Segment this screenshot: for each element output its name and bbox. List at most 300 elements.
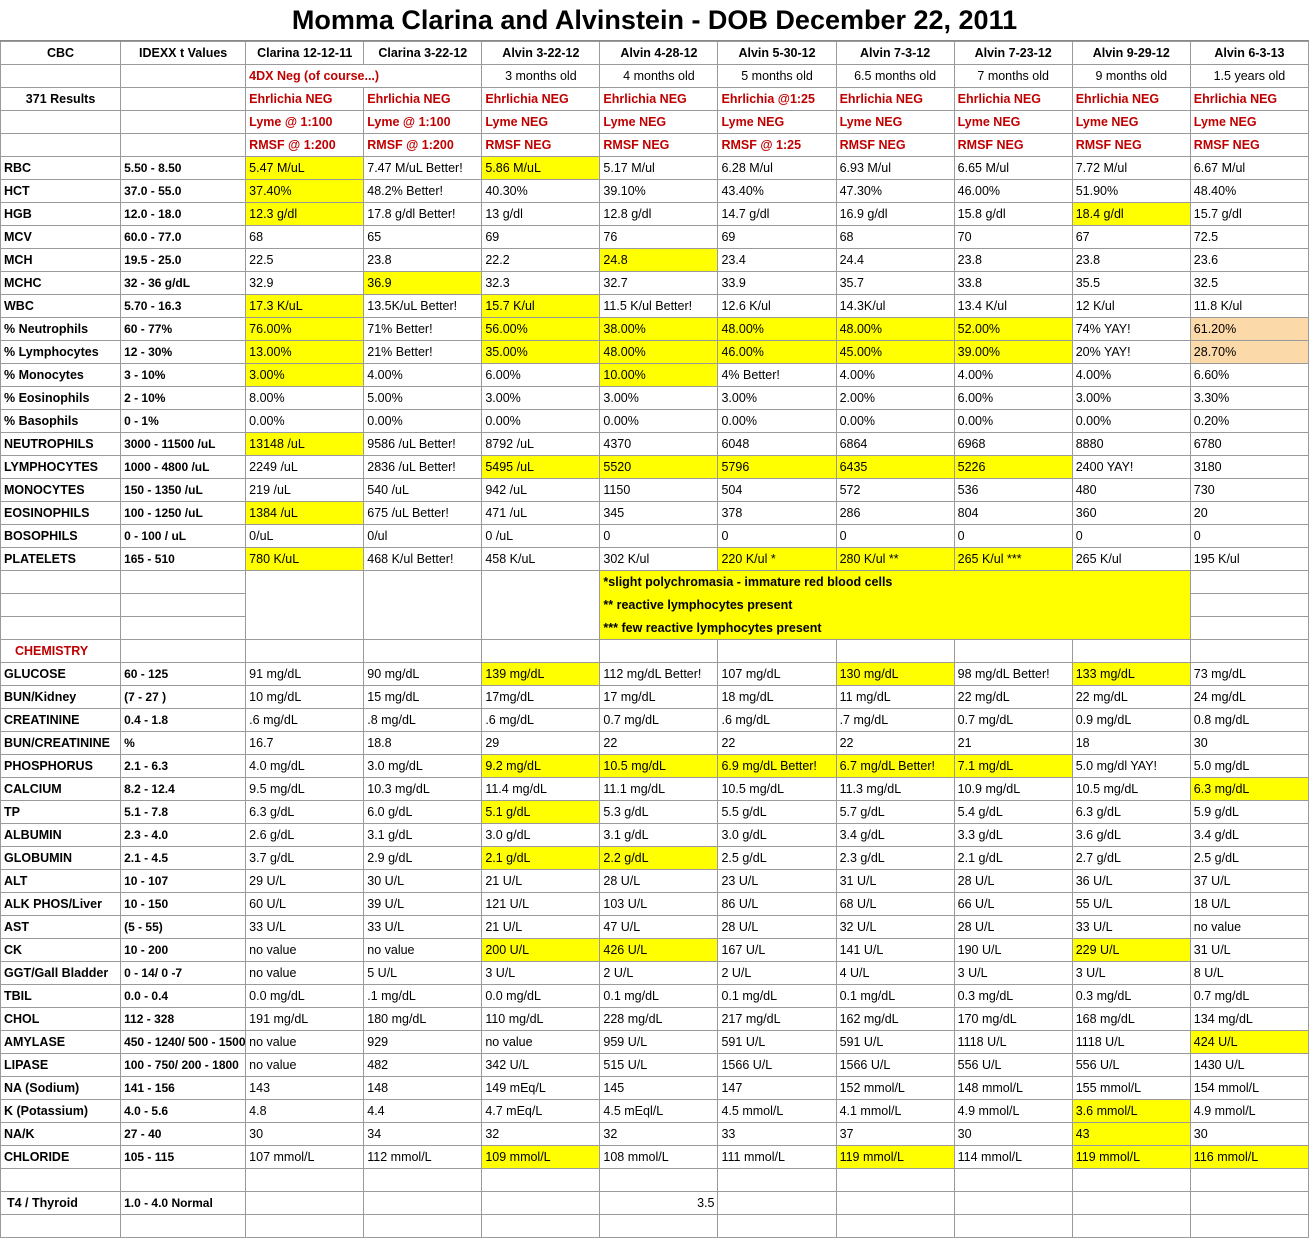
spacer-cell	[718, 640, 836, 663]
spacer-cell	[718, 1169, 836, 1192]
result-value: 110 mg/dL	[482, 1008, 600, 1031]
chemistry-row	[1, 893, 1309, 916]
result-value: 11.8 K/ul	[1190, 295, 1308, 318]
result-value: 11.4 mg/dL	[482, 778, 600, 801]
result-value: 0.0 mg/dL	[482, 985, 600, 1008]
result-value: 15.8 g/dl	[954, 203, 1072, 226]
result-value: 3.30%	[1190, 387, 1308, 410]
column-header-7[interactable]: Alvin 7-3-12	[836, 42, 954, 65]
result-value: 4.1 mmol/L	[836, 1100, 954, 1123]
result-value: 0.00%	[600, 410, 718, 433]
result-value: 28 U/L	[718, 916, 836, 939]
reference-range: 5.1 - 7.8	[121, 801, 246, 824]
result-value: 0.1 mg/dL	[600, 985, 718, 1008]
result-value: 24.4	[836, 249, 954, 272]
result-value: 72.5	[1190, 226, 1308, 249]
result-value: 5 U/L	[364, 962, 482, 985]
result-value: 2.5 g/dL	[1190, 847, 1308, 870]
spacer-cell	[246, 1215, 364, 1238]
result-value: 107 mmol/L	[246, 1146, 364, 1169]
result-value: 229 U/L	[1072, 939, 1190, 962]
cbc-row	[1, 295, 1309, 318]
column-header-3[interactable]: Clarina 3-22-12	[364, 42, 482, 65]
result-value: 6.3 mg/dL	[1190, 778, 1308, 801]
footnote-row-0	[1, 571, 1309, 594]
reference-range: 12 - 30%	[121, 341, 246, 364]
result-value: 170 mg/dL	[954, 1008, 1072, 1031]
result-value: 3180	[1190, 456, 1308, 479]
result-value: 4.5 mEql/L	[600, 1100, 718, 1123]
spacer-cell	[1, 594, 121, 617]
result-value: 30	[246, 1123, 364, 1146]
cbc-row	[1, 226, 1309, 249]
tick-test-value: Lyme NEG	[482, 111, 600, 134]
result-value: 12.6 K/ul	[718, 295, 836, 318]
column-header-8[interactable]: Alvin 7-23-12	[954, 42, 1072, 65]
result-value: 76	[600, 226, 718, 249]
cbc-row	[1, 318, 1309, 341]
result-value: 147	[718, 1077, 836, 1100]
result-value: 46.00%	[718, 341, 836, 364]
result-value: 28 U/L	[954, 916, 1072, 939]
reference-range: 1000 - 4800 /uL	[121, 456, 246, 479]
spacer-cell	[836, 640, 954, 663]
result-value: 2.1 g/dL	[482, 847, 600, 870]
age-label-4: 3 months old	[482, 65, 600, 88]
result-value: 4% Better!	[718, 364, 836, 387]
spacer-cell	[600, 640, 718, 663]
result-value: 195 K/ul	[1190, 548, 1308, 571]
table-header-row	[1, 42, 1309, 65]
result-value: 0	[836, 525, 954, 548]
result-value: 155 mmol/L	[1072, 1077, 1190, 1100]
column-header-1[interactable]: IDEXX t Values	[121, 42, 246, 65]
result-value: 6.60%	[1190, 364, 1308, 387]
result-value: 23.4	[718, 249, 836, 272]
row-label: LYMPHOCYTES	[1, 456, 121, 479]
result-value: 29	[482, 732, 600, 755]
result-value: 154 mmol/L	[1190, 1077, 1308, 1100]
result-value: 0.7 mg/dL	[600, 709, 718, 732]
result-value: 18 mg/dL	[718, 686, 836, 709]
result-value: 345	[600, 502, 718, 525]
result-value: 0/uL	[246, 525, 364, 548]
lab-results-table	[0, 41, 1309, 1238]
result-value: 43.40%	[718, 180, 836, 203]
result-value: 959 U/L	[600, 1031, 718, 1054]
result-value: 10.00%	[600, 364, 718, 387]
spacer-cell	[954, 1215, 1072, 1238]
result-value: 9.5 mg/dL	[246, 778, 364, 801]
result-value: 68	[246, 226, 364, 249]
age-label-9: 9 months old	[1072, 65, 1190, 88]
result-value: 0.00%	[954, 410, 1072, 433]
result-value: 2.00%	[836, 387, 954, 410]
result-value: 4.00%	[954, 364, 1072, 387]
tick-test-row-1	[1, 111, 1309, 134]
row-label: ALK PHOS/Liver	[1, 893, 121, 916]
chemistry-row	[1, 1031, 1309, 1054]
reference-range: 4.0 - 5.6	[121, 1100, 246, 1123]
result-value: 47.30%	[836, 180, 954, 203]
result-value: 40.30%	[482, 180, 600, 203]
spacer-cell	[246, 617, 364, 640]
spacer-cell	[1, 1215, 121, 1238]
chemistry-row	[1, 847, 1309, 870]
row-label: AMYLASE	[1, 1031, 121, 1054]
result-value: 39.10%	[600, 180, 718, 203]
result-value: 286	[836, 502, 954, 525]
reference-range: 141 - 156	[121, 1077, 246, 1100]
result-value: 71% Better!	[364, 318, 482, 341]
tick-test-value: Lyme NEG	[954, 111, 1072, 134]
spacer-cell	[1, 111, 121, 134]
result-value: 69	[482, 226, 600, 249]
blank-row	[1, 1169, 1309, 1192]
tick-test-value: Lyme NEG	[600, 111, 718, 134]
result-value: 32.3	[482, 272, 600, 295]
spacer-cell	[482, 1169, 600, 1192]
result-value: 10.5 mg/dL	[718, 778, 836, 801]
result-value: 22 mg/dL	[954, 686, 1072, 709]
row-label: PHOSPHORUS	[1, 755, 121, 778]
result-value: 3.00%	[1072, 387, 1190, 410]
result-value: 141 U/L	[836, 939, 954, 962]
result-value: 10.5 mg/dL	[1072, 778, 1190, 801]
chemistry-row	[1, 778, 1309, 801]
result-value: 31 U/L	[836, 870, 954, 893]
row-label: % Lymphocytes	[1, 341, 121, 364]
result-value: 17.8 g/dl Better!	[364, 203, 482, 226]
column-header-5[interactable]: Alvin 4-28-12	[600, 42, 718, 65]
thyroid-row	[1, 1192, 1309, 1215]
result-value: 280 K/ul **	[836, 548, 954, 571]
reference-range: 10 - 150	[121, 893, 246, 916]
reference-range: 60 - 77%	[121, 318, 246, 341]
result-value: 480	[1072, 479, 1190, 502]
reference-range: 8.2 - 12.4	[121, 778, 246, 801]
result-value: 17.3 K/uL	[246, 295, 364, 318]
result-value: 13.5K/uL Better!	[364, 295, 482, 318]
row-label: AST	[1, 916, 121, 939]
result-value: 4.5 mmol/L	[718, 1100, 836, 1123]
result-value: 3.0 mg/dL	[364, 755, 482, 778]
row-label: BUN/Kidney	[1, 686, 121, 709]
tick-test-value: Lyme @ 1:100	[364, 111, 482, 134]
reference-range: 3000 - 11500 /uL	[121, 433, 246, 456]
result-value: 76.00%	[246, 318, 364, 341]
cbc-row	[1, 203, 1309, 226]
result-value: 5.9 g/dL	[1190, 801, 1308, 824]
column-header-10[interactable]: Alvin 6-3-13	[1190, 42, 1308, 65]
cbc-row	[1, 548, 1309, 571]
result-value: 8792 /uL	[482, 433, 600, 456]
column-header-6[interactable]: Alvin 5-30-12	[718, 42, 836, 65]
result-value: 2.7 g/dL	[1072, 847, 1190, 870]
reference-range: 2.1 - 6.3	[121, 755, 246, 778]
reference-range: 100 - 750/ 200 - 1800	[121, 1054, 246, 1077]
result-value: 540 /uL	[364, 479, 482, 502]
column-header-4[interactable]: Alvin 3-22-12	[482, 42, 600, 65]
reference-range: %	[121, 732, 246, 755]
result-value: 6.00%	[482, 364, 600, 387]
row-label: MCV	[1, 226, 121, 249]
age-label-8: 7 months old	[954, 65, 1072, 88]
result-value: no value	[482, 1031, 600, 1054]
result-value: 37	[836, 1123, 954, 1146]
age-label-6: 5 months old	[718, 65, 836, 88]
spacer-cell	[121, 640, 246, 663]
result-value: 2.3 g/dL	[836, 847, 954, 870]
result-value: 33.8	[954, 272, 1072, 295]
result-value: 265 K/ul	[1072, 548, 1190, 571]
result-value: 536	[954, 479, 1072, 502]
tick-test-value: RMSF @ 1:200	[364, 134, 482, 157]
chemistry-row	[1, 916, 1309, 939]
result-value: 23 U/L	[718, 870, 836, 893]
row-label: BOSOPHILS	[1, 525, 121, 548]
reference-range: 19.5 - 25.0	[121, 249, 246, 272]
result-value: 73 mg/dL	[1190, 663, 1308, 686]
spacer-cell	[1, 1169, 121, 1192]
chemistry-row	[1, 663, 1309, 686]
result-value: 51.90%	[1072, 180, 1190, 203]
result-value: 60 U/L	[246, 893, 364, 916]
spacer-cell	[836, 1169, 954, 1192]
result-value: 98 mg/dL Better!	[954, 663, 1072, 686]
result-value: 23.8	[1072, 249, 1190, 272]
spacer-cell	[1072, 1169, 1190, 1192]
row-label: CALCIUM	[1, 778, 121, 801]
result-value: 28 U/L	[600, 870, 718, 893]
result-value: 32	[600, 1123, 718, 1146]
result-value: 4.00%	[1072, 364, 1190, 387]
result-value: 149 mEq/L	[482, 1077, 600, 1100]
result-value: 1566 U/L	[718, 1054, 836, 1077]
chemistry-row	[1, 1123, 1309, 1146]
result-value: 3.3 g/dL	[954, 824, 1072, 847]
spacer-cell	[121, 1215, 246, 1238]
result-value: 426 U/L	[600, 939, 718, 962]
result-value: 134 mg/dL	[1190, 1008, 1308, 1031]
tick-test-value: RMSF NEG	[954, 134, 1072, 157]
row-label: TBIL	[1, 985, 121, 1008]
result-value: 111 mmol/L	[718, 1146, 836, 1169]
result-value: 10.9 mg/dL	[954, 778, 1072, 801]
result-value: 3 U/L	[954, 962, 1072, 985]
row-label: K (Potassium)	[1, 1100, 121, 1123]
result-value: 112 mg/dL Better!	[600, 663, 718, 686]
result-value: 12.8 g/dl	[600, 203, 718, 226]
result-value: 22 mg/dL	[1072, 686, 1190, 709]
result-value: 38.00%	[600, 318, 718, 341]
reference-range: 450 - 1240/ 500 - 1500	[121, 1031, 246, 1054]
column-header-2[interactable]: Clarina 12-12-11	[246, 42, 364, 65]
chemistry-row	[1, 1054, 1309, 1077]
row-label: NA (Sodium)	[1, 1077, 121, 1100]
reference-range: 2.1 - 4.5	[121, 847, 246, 870]
result-value: 217 mg/dL	[718, 1008, 836, 1031]
result-value: 133 mg/dL	[1072, 663, 1190, 686]
cbc-row	[1, 433, 1309, 456]
column-header-0[interactable]: CBC	[1, 42, 121, 65]
result-value: 468 K/ul Better!	[364, 548, 482, 571]
row-label: HGB	[1, 203, 121, 226]
chemistry-row	[1, 709, 1309, 732]
spacer-cell	[1190, 594, 1308, 617]
result-value: 48.40%	[1190, 180, 1308, 203]
result-value: 33	[718, 1123, 836, 1146]
result-value: .6 mg/dL	[246, 709, 364, 732]
spacer-cell	[1, 571, 121, 594]
result-value	[1190, 1192, 1308, 1215]
result-value: 0.00%	[246, 410, 364, 433]
result-value: 2 U/L	[718, 962, 836, 985]
result-value: 21 U/L	[482, 870, 600, 893]
row-label: GGT/Gall Bladder	[1, 962, 121, 985]
result-value: 16.9 g/dl	[836, 203, 954, 226]
result-value: 14.7 g/dl	[718, 203, 836, 226]
chemistry-row	[1, 939, 1309, 962]
spacer-cell	[364, 1215, 482, 1238]
cbc-row	[1, 272, 1309, 295]
reference-range: 105 - 115	[121, 1146, 246, 1169]
chemistry-row	[1, 1146, 1309, 1169]
result-value: 6968	[954, 433, 1072, 456]
result-value: 0.3 mg/dL	[1072, 985, 1190, 1008]
reference-range: 1.0 - 4.0 Normal	[121, 1192, 246, 1215]
result-value: 2.1 g/dL	[954, 847, 1072, 870]
spacer-cell	[718, 1215, 836, 1238]
result-value: 46.00%	[954, 180, 1072, 203]
cbc-row	[1, 387, 1309, 410]
result-value: 145	[600, 1077, 718, 1100]
result-value: 3.7 g/dL	[246, 847, 364, 870]
result-value: no value	[246, 1054, 364, 1077]
result-value: 556 U/L	[1072, 1054, 1190, 1077]
reference-range: 27 - 40	[121, 1123, 246, 1146]
result-value: 556 U/L	[954, 1054, 1072, 1077]
result-value: 116 mmol/L	[1190, 1146, 1308, 1169]
result-value: 35.5	[1072, 272, 1190, 295]
tick-test-value: Ehrlichia NEG	[1072, 88, 1190, 111]
result-value: 114 mmol/L	[954, 1146, 1072, 1169]
result-value: 6780	[1190, 433, 1308, 456]
result-value: 220 K/ul *	[718, 548, 836, 571]
reference-range: 10 - 200	[121, 939, 246, 962]
spacer-cell	[364, 640, 482, 663]
result-value	[836, 1192, 954, 1215]
result-value: 572	[836, 479, 954, 502]
tick-test-value: Ehrlichia @1:25	[718, 88, 836, 111]
result-value: 22	[718, 732, 836, 755]
spacer-cell	[121, 134, 246, 157]
footnote-text: *** few reactive lymphocytes present	[600, 617, 1190, 640]
result-value: 13148 /uL	[246, 433, 364, 456]
result-value: 6.3 g/dL	[1072, 801, 1190, 824]
cbc-row	[1, 249, 1309, 272]
reference-range: 0 - 1%	[121, 410, 246, 433]
result-value: 942 /uL	[482, 479, 600, 502]
result-value: 10.5 mg/dL	[600, 755, 718, 778]
chemistry-row	[1, 824, 1309, 847]
tick-test-value: RMSF NEG	[1190, 134, 1308, 157]
result-value: 6.9 mg/dL Better!	[718, 755, 836, 778]
result-value: 13 g/dl	[482, 203, 600, 226]
chemistry-row	[1, 870, 1309, 893]
footnote-text: ** reactive lymphocytes present	[600, 594, 1190, 617]
result-value: 4.8	[246, 1100, 364, 1123]
tick-test-value: Lyme @ 1:100	[246, 111, 364, 134]
spacer-cell	[482, 571, 600, 594]
result-value: 6864	[836, 433, 954, 456]
spacer-cell	[364, 1169, 482, 1192]
result-value: 3.1 g/dL	[364, 824, 482, 847]
result-value: 1566 U/L	[836, 1054, 954, 1077]
result-value: 7.47 M/uL Better!	[364, 157, 482, 180]
row-label: CHLORIDE	[1, 1146, 121, 1169]
result-value: 28.70%	[1190, 341, 1308, 364]
result-value: 0	[718, 525, 836, 548]
result-value: 33 U/L	[364, 916, 482, 939]
spacer-cell	[482, 594, 600, 617]
result-value: 228 mg/dL	[600, 1008, 718, 1031]
result-value: 7.1 mg/dL	[954, 755, 1072, 778]
result-value: 112 mmol/L	[364, 1146, 482, 1169]
age-label-7: 6.5 months old	[836, 65, 954, 88]
reference-range: 60 - 125	[121, 663, 246, 686]
result-value: 4.9 mmol/L	[1190, 1100, 1308, 1123]
result-value: 70	[954, 226, 1072, 249]
result-value: 5.7 g/dL	[836, 801, 954, 824]
result-value: 6048	[718, 433, 836, 456]
column-header-9[interactable]: Alvin 9-29-12	[1072, 42, 1190, 65]
result-value	[954, 1192, 1072, 1215]
result-value: 12 K/ul	[1072, 295, 1190, 318]
spacer-cell	[121, 1169, 246, 1192]
result-value: 0.20%	[1190, 410, 1308, 433]
result-value: 5.3 g/dL	[600, 801, 718, 824]
chemistry-row	[1, 755, 1309, 778]
spacer-cell	[1, 134, 121, 157]
result-value: 108 mmol/L	[600, 1146, 718, 1169]
tick-test-value: Ehrlichia NEG	[954, 88, 1072, 111]
result-value: 458 K/uL	[482, 548, 600, 571]
result-value: 32.5	[1190, 272, 1308, 295]
age-label-5: 4 months old	[600, 65, 718, 88]
result-value	[718, 1192, 836, 1215]
tick-test-value: RMSF @ 1:200	[246, 134, 364, 157]
result-value: 31 U/L	[1190, 939, 1308, 962]
result-value: 6.93 M/ul	[836, 157, 954, 180]
result-value: 0.7 mg/dL	[1190, 985, 1308, 1008]
result-value: .1 mg/dL	[364, 985, 482, 1008]
result-value: 52.00%	[954, 318, 1072, 341]
result-value: 4 U/L	[836, 962, 954, 985]
age-label-10: 1.5 years old	[1190, 65, 1308, 88]
result-value: 61.20%	[1190, 318, 1308, 341]
result-value: 28 U/L	[954, 870, 1072, 893]
result-value: 13.00%	[246, 341, 364, 364]
result-value: 3.4 g/dL	[1190, 824, 1308, 847]
result-value: 90 mg/dL	[364, 663, 482, 686]
result-value: 1430 U/L	[1190, 1054, 1308, 1077]
tick-test-value: RMSF NEG	[482, 134, 600, 157]
tick-test-value: RMSF NEG	[836, 134, 954, 157]
spacer-cell	[246, 1169, 364, 1192]
result-value: 0.0 mg/dL	[246, 985, 364, 1008]
result-value: 219 /uL	[246, 479, 364, 502]
